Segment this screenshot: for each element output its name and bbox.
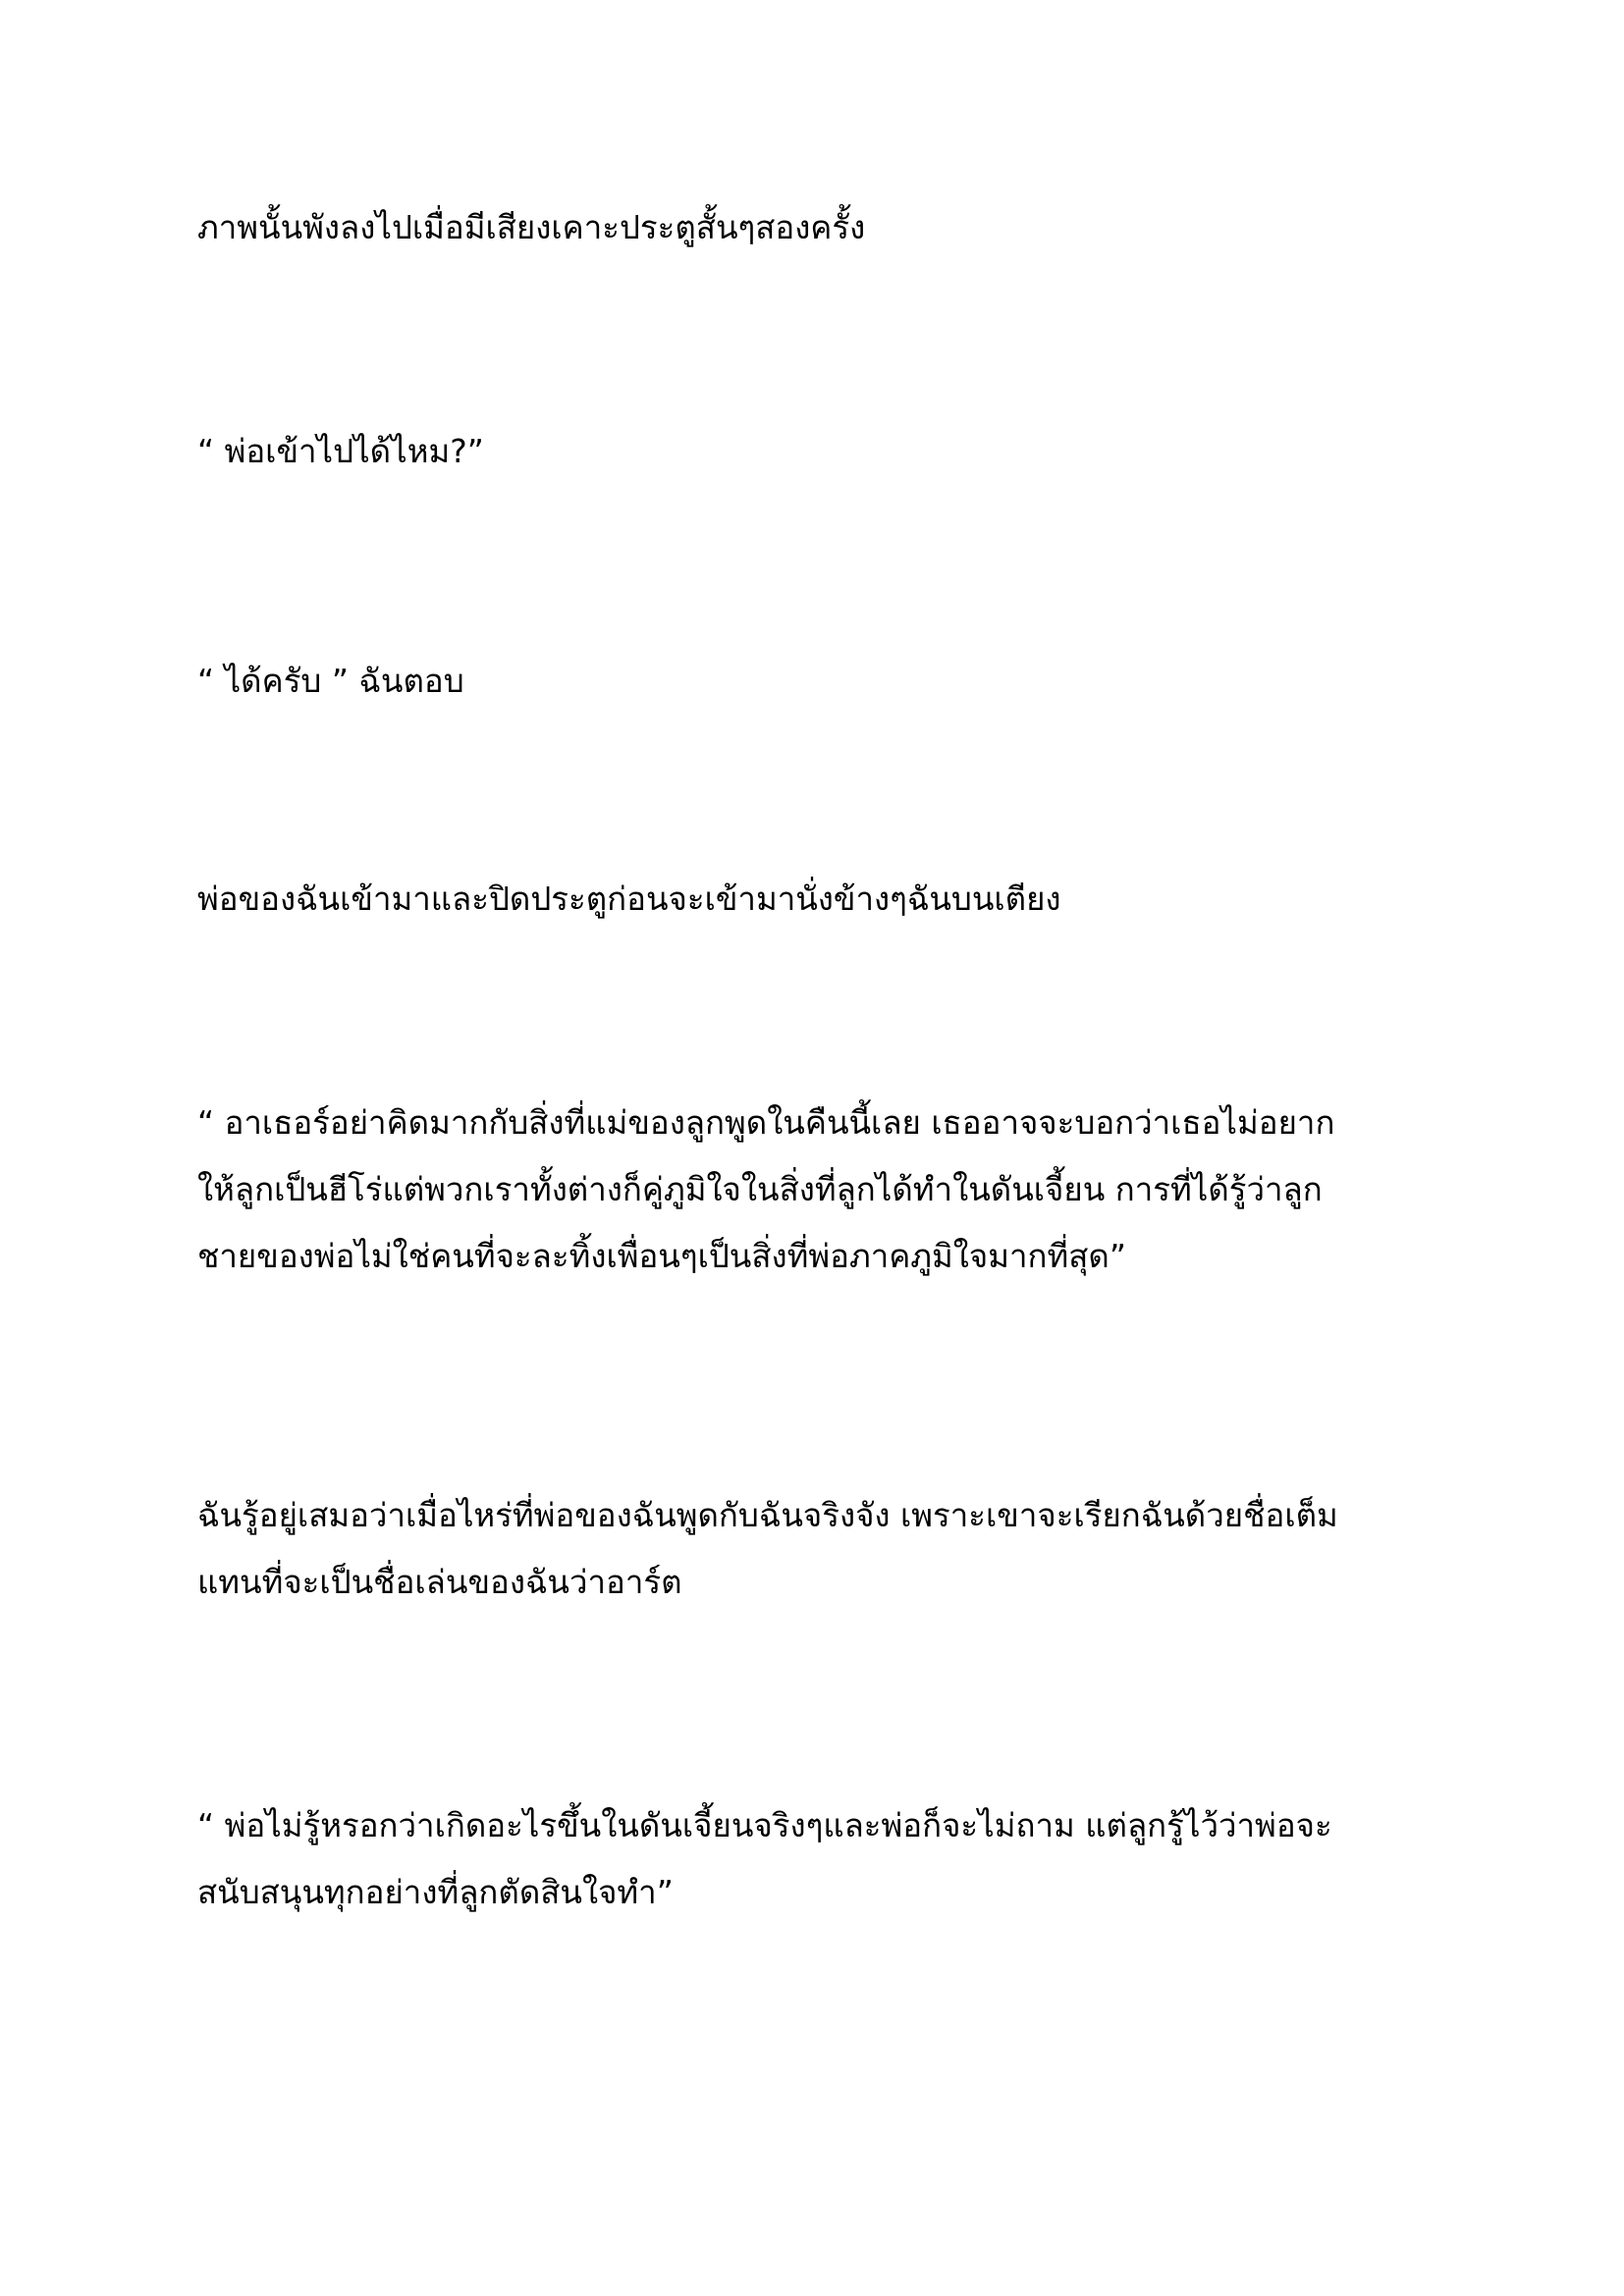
- paragraph-line: ฉันรู้อยู่เสมอว่าเมื่อไหร่ที่พ่อของฉันพูดกับฉันจริงจัง เพราะเขาจะเรียกฉันด้วยชื่อเต็ม: [197, 1496, 1338, 1534]
- paragraph-line: สนับสนุนทุกอย่างที่ลูกตัดสินใจทำ”: [197, 1873, 674, 1911]
- paragraph-5: [197, 1090, 1435, 1290]
- paragraph-1: [197, 194, 1435, 261]
- paragraph-line: “ พ่อเข้าไปได้ไหม?”: [197, 432, 484, 470]
- paragraph-6: [197, 1482, 1435, 1616]
- paragraph-3: [197, 648, 1435, 715]
- paragraph-2: [197, 418, 1435, 485]
- paragraph-line: ให้ลูกเป็นฮีโร่แต่พวกเราทั้งต่างก็คู่ภูมิใจในสิ่งที่ลูกได้ทำในดันเจี้ยน การที่ได้รู้ว่าลูก: [197, 1170, 1323, 1208]
- paragraph-line: พ่อของฉันเข้ามาและปิดประตูก่อนจะเข้ามานั่งข้างๆฉันบนเตียง: [197, 880, 1061, 918]
- paragraph-4: [197, 866, 1435, 933]
- paragraph-line: ชายของพ่อไม่ใช่คนที่จะละทิ้งเพื่อนๆเป็นสิ่งที่พ่อภาคภูมิใจมากที่สุด”: [197, 1237, 1126, 1275]
- paragraph-line: แทนที่จะเป็นชื่อเล่นของฉันว่าอาร์ต: [197, 1563, 682, 1601]
- paragraph-7: [197, 1792, 1435, 1926]
- paragraph-line: “ ได้ครับ ” ฉันตอบ: [197, 662, 464, 700]
- paragraph-line: ภาพนั้นพังลงไปเมื่อมีเสียงเคาะประตูสั้นๆสองครั้ง: [197, 208, 866, 246]
- paragraph-line: “ อาเธอร์อย่าคิดมากกับสิ่งที่แม่ของลูกพูดในคืนนี้เลย เธออาจจะบอกว่าเธอไม่อยาก: [197, 1103, 1335, 1142]
- paragraph-line: “ พ่อไม่รู้หรอกว่าเกิดอะไรขึ้นในดันเจี้ยนจริงๆและพ่อก็จะไม่ถาม แต่ลูกรู้ไว้ว่าพ่อจะ: [197, 1806, 1332, 1844]
